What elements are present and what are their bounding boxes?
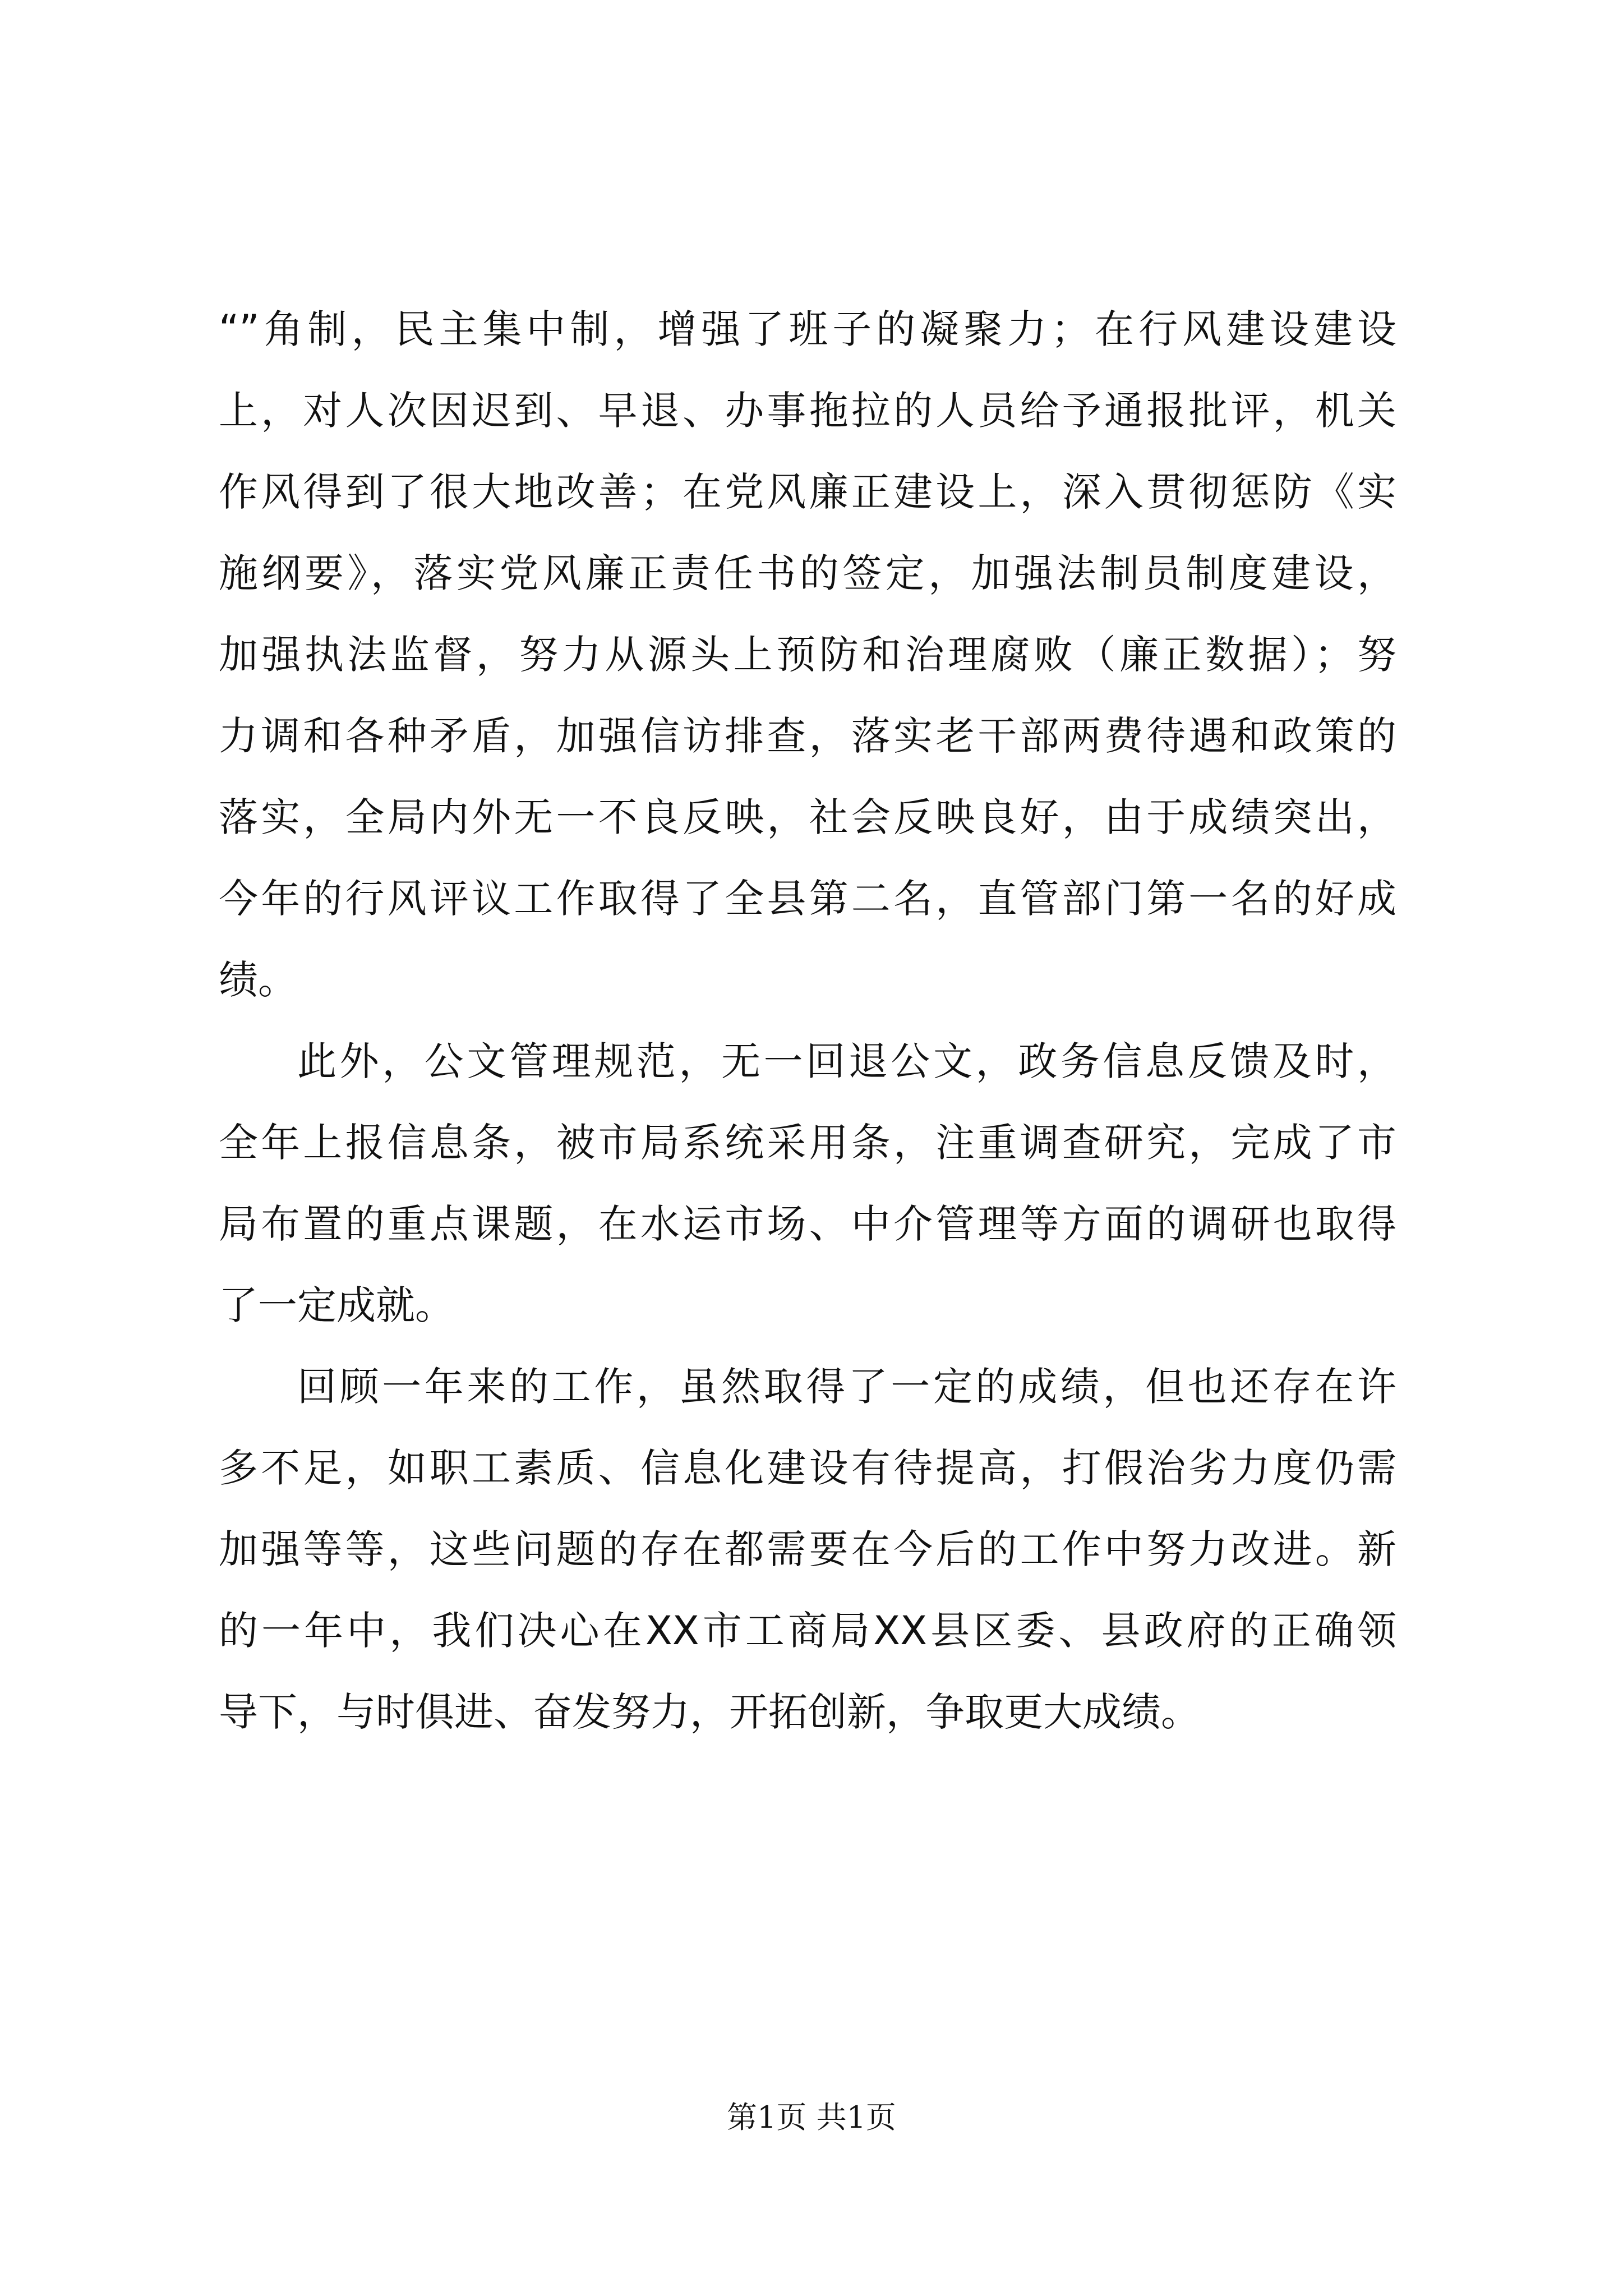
text-line: 上，对人次因迟到、早退、办事拖拉的人员给予通报批评，机关 bbox=[219, 388, 1396, 434]
document-body bbox=[219, 289, 1396, 1753]
page-number-label: 第1页 共1页 bbox=[727, 2100, 896, 2135]
text-line: 导下，与时俱进、奋发努力，开拓创新，争取更大成绩。 bbox=[219, 1689, 1200, 1735]
text-line: 今年的行风评议工作取得了全县第二名，直管部门第一名的好成 bbox=[219, 876, 1396, 922]
text-line: 局布置的重点课题，在水运市场、中介管理等方面的调研也取得 bbox=[219, 1201, 1396, 1247]
text-line: 加强等等，这些问题的存在都需要在今后的工作中努力改进。新 bbox=[219, 1526, 1396, 1572]
text-line: 落实，全局内外无一不良反映，社会反映良好，由于成绩突出， bbox=[219, 794, 1396, 840]
text-line: “”角制，民主集中制，增强了班子的凝聚力；在行风建设建设 bbox=[219, 306, 1396, 352]
text-line: 绩。 bbox=[219, 957, 297, 1003]
text-line: 作风得到了很大地改善；在党风廉正建设上，深入贯彻惩防《实 bbox=[219, 469, 1396, 515]
text-line: 全年上报信息条，被市局系统采用条，注重调查研究，完成了市 bbox=[219, 1120, 1396, 1166]
text-line: 多不足，如职工素质、信息化建设有待提高，打假治劣力度仍需 bbox=[219, 1445, 1396, 1491]
paragraph-2 bbox=[219, 1021, 1396, 1346]
page-footer bbox=[0, 2098, 1623, 2137]
text-line: 了一定成就。 bbox=[219, 1282, 454, 1328]
text-line: 的一年中，我们决心在XX市工商局XX县区委、县政府的正确领 bbox=[219, 1608, 1396, 1654]
text-line: 回顾一年来的工作，虽然取得了一定的成绩，但也还存在许 bbox=[297, 1364, 1396, 1410]
paragraph-3 bbox=[219, 1346, 1396, 1753]
text-line: 施纲要》，落实党风廉正责任书的签定，加强法制员制度建设， bbox=[219, 550, 1396, 596]
paragraph-1 bbox=[219, 289, 1396, 1021]
text-line: 力调和各种矛盾，加强信访排查，落实老干部两费待遇和政策的 bbox=[219, 713, 1396, 759]
text-line: 此外，公文管理规范，无一回退公文，政务信息反馈及时， bbox=[297, 1038, 1396, 1084]
text-line: 加强执法监督，努力从源头上预防和治理腐败（廉正数据）；努 bbox=[219, 632, 1396, 678]
